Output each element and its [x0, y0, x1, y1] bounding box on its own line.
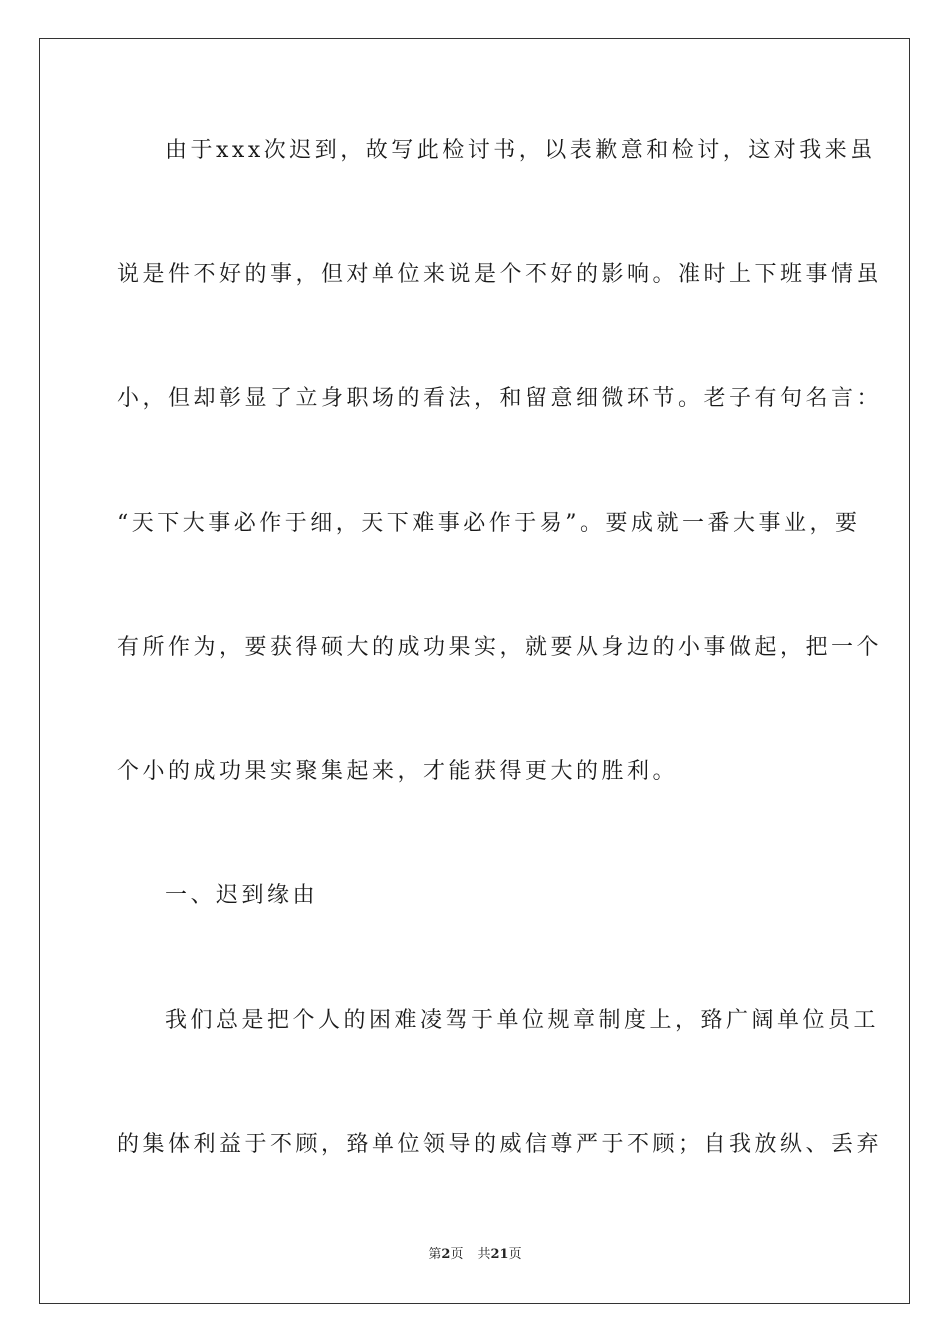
paragraph-line-6: 个小的成功果实聚集起来，才能获得更大的胜利。 — [117, 759, 679, 784]
paragraph-line-3: 小，但却彰显了立身职场的看法，和留意细微环节。老子有句名言： — [117, 386, 883, 411]
page-number: 2 — [441, 1247, 451, 1262]
total-suffix: 页 — [508, 1247, 522, 1262]
page-suffix: 页 — [450, 1247, 464, 1262]
total-prefix: 共 — [477, 1247, 491, 1262]
paragraph-line-5: 有所作为，要获得硕大的成功果实，就要从身边的小事做起，把一个 — [117, 635, 883, 660]
page-prefix: 第 — [428, 1247, 442, 1262]
page-footer — [0, 1246, 950, 1264]
section-heading: 一、迟到缘由 — [165, 883, 319, 908]
page-border — [39, 38, 910, 1304]
total-pages: 21 — [490, 1247, 509, 1262]
paragraph-line-1: 由于xxx次迟到，故写此检讨书，以表歉意和检讨，这对我来虽 — [165, 138, 876, 163]
paragraph-line-7: 我们总是把个人的困难凌驾于单位规章制度上，臵广阔单位员工 — [165, 1008, 880, 1033]
paragraph-line-2: 说是件不好的事，但对单位来说是个不好的影响。准时上下班事情虽 — [117, 262, 883, 287]
paragraph-line-4: “天下大事必作于细，天下难事必作于易”。要成就一番大事业，要 — [117, 511, 861, 536]
paragraph-line-8: 的集体利益于不顾，臵单位领导的威信尊严于不顾；自我放纵、丢弃 — [117, 1132, 883, 1157]
